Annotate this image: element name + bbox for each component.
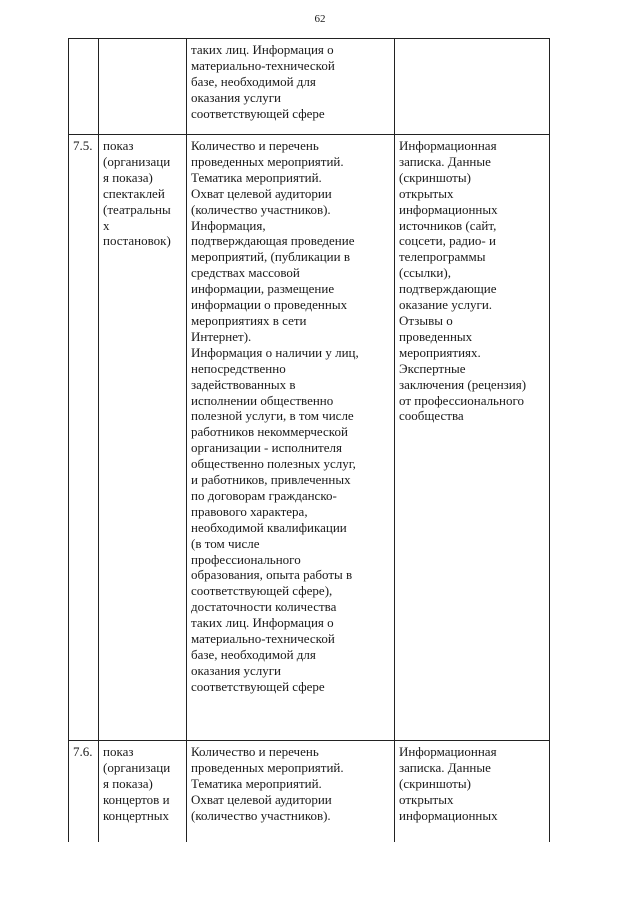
- documents-cell: [395, 741, 550, 843]
- service-name-cell: [99, 741, 187, 843]
- cell-line: концертных: [103, 807, 170, 823]
- cell-line: правового характера,: [191, 503, 308, 519]
- cell-line: задействованных в: [191, 376, 296, 392]
- cell-line: Количество и перечень: [191, 744, 319, 759]
- cell-line: (количество участников).: [191, 807, 331, 823]
- cell-line: (организаци: [103, 759, 171, 775]
- cell-line: Информация о наличии у лиц,: [191, 344, 359, 360]
- cell-line: Информационная: [399, 744, 497, 759]
- cell-line: оказания услуги: [191, 662, 281, 678]
- cell-line: материально-технической: [191, 57, 335, 73]
- row-number-cell: [69, 39, 99, 135]
- cell-line: соцсети, радио- и: [399, 233, 496, 249]
- service-name-cell: [99, 135, 187, 741]
- cell-line: достаточности количества: [191, 599, 337, 615]
- cell-line: по договорам гражданско-: [191, 487, 337, 503]
- row-number-cell: 7.6.: [69, 741, 99, 843]
- cell-line: Информационная: [399, 138, 497, 153]
- cell-line: образования, опыта работы в: [191, 567, 353, 583]
- cell-line: оказания услуги: [191, 89, 281, 105]
- cell-line: и работников, привлеченных: [191, 472, 351, 488]
- cell-line: таких лиц. Информация о: [191, 615, 334, 631]
- cell-line: Информация,: [191, 217, 266, 233]
- documents-cell: [395, 39, 550, 135]
- cell-line: мероприятий, (публикации в: [191, 249, 350, 265]
- cell-line: работников некоммерческой: [191, 424, 348, 440]
- cell-line: информации, размещение: [191, 281, 335, 297]
- cell-line: необходимой квалификации: [191, 519, 347, 535]
- cell-line: подтверждающие: [399, 281, 497, 297]
- cell-line: (количество участников).: [191, 201, 331, 217]
- cell-line: проведенных мероприятий.: [191, 759, 344, 775]
- cell-line: соответствующей сфере: [191, 678, 325, 694]
- cell-line: мероприятиях.: [399, 344, 481, 360]
- cell-line: проведенных мероприятий.: [191, 153, 344, 169]
- cell-line: профессионального: [191, 551, 301, 567]
- cell-line: заключения (рецензия): [399, 376, 527, 392]
- cell-line: средствах массовой: [191, 265, 300, 281]
- documents-cell: [395, 135, 550, 741]
- cell-line: я показа): [103, 775, 153, 791]
- cell-line: организации - исполнителя: [191, 440, 342, 456]
- cell-line: базе, необходимой для: [191, 73, 316, 89]
- cell-line: (в том числе: [191, 535, 260, 551]
- cell-line: проведенных: [399, 328, 473, 344]
- cell-line: (ссылки),: [399, 265, 451, 281]
- cell-line: (театральны: [103, 201, 171, 217]
- cell-line: Экспертные: [399, 360, 466, 376]
- cell-line: спектаклей: [103, 185, 165, 201]
- services-table: [68, 38, 550, 842]
- cell-line: базе, необходимой для: [191, 647, 316, 662]
- cell-line: Количество и перечень: [191, 138, 319, 153]
- cell-line: (скриншоты): [399, 775, 471, 791]
- cell-line: информационных: [399, 201, 498, 217]
- cell-line: показ: [103, 138, 134, 153]
- cell-line: Интернет).: [191, 328, 252, 344]
- cell-line: открытых: [399, 185, 454, 201]
- cell-line: информации о проведенных: [191, 297, 348, 313]
- indicators-cell: [187, 741, 395, 843]
- cell-line: концертов и: [103, 791, 170, 807]
- indicators-cell: [187, 39, 395, 135]
- cell-line: Тематика мероприятий.: [191, 775, 322, 791]
- indicators-cell: [187, 135, 395, 741]
- cell-line: мероприятиях в сети: [191, 312, 307, 328]
- cell-line: подтверждающая проведение: [191, 233, 355, 249]
- cell-line: исполнении общественно: [191, 392, 334, 408]
- row-number-cell: 7.5.: [69, 135, 99, 741]
- cell-line: записка. Данные: [399, 153, 491, 169]
- cell-line: информационных: [399, 807, 498, 823]
- cell-line: Охват целевой аудитории: [191, 791, 332, 807]
- cell-line: я показа): [103, 169, 153, 185]
- service-name-cell: [99, 39, 187, 135]
- cell-line: х: [103, 217, 110, 233]
- cell-line: записка. Данные: [399, 759, 491, 775]
- cell-line: непосредственно: [191, 360, 286, 376]
- table-row: [69, 39, 550, 135]
- cell-line: полезной услуги, в том числе: [191, 408, 354, 424]
- cell-line: Отзывы о: [399, 312, 453, 328]
- cell-line: Охват целевой аудитории: [191, 185, 332, 201]
- cell-line: соответствующей сфере: [191, 105, 325, 121]
- cell-line: материально-технической: [191, 631, 335, 647]
- table-row: [69, 741, 550, 843]
- cell-line: соответствующей сфере),: [191, 583, 333, 599]
- table-row: [69, 135, 550, 741]
- cell-line: общественно полезных услуг,: [191, 456, 356, 472]
- cell-line: телепрограммы: [399, 249, 486, 265]
- cell-line: (скриншоты): [399, 169, 471, 185]
- cell-line: Тематика мероприятий.: [191, 169, 322, 185]
- cell-line: оказание услуги.: [399, 297, 493, 313]
- cell-line: (организаци: [103, 153, 171, 169]
- cell-line: постановок): [103, 233, 171, 249]
- cell-line: открытых: [399, 791, 454, 807]
- cell-line: показ: [103, 744, 134, 759]
- cell-line: от профессионального: [399, 392, 524, 408]
- page-number: 62: [314, 13, 326, 25]
- cell-line: сообщества: [399, 408, 464, 424]
- cell-line: источников (сайт,: [399, 217, 497, 233]
- cell-line: таких лиц. Информация о: [191, 42, 334, 57]
